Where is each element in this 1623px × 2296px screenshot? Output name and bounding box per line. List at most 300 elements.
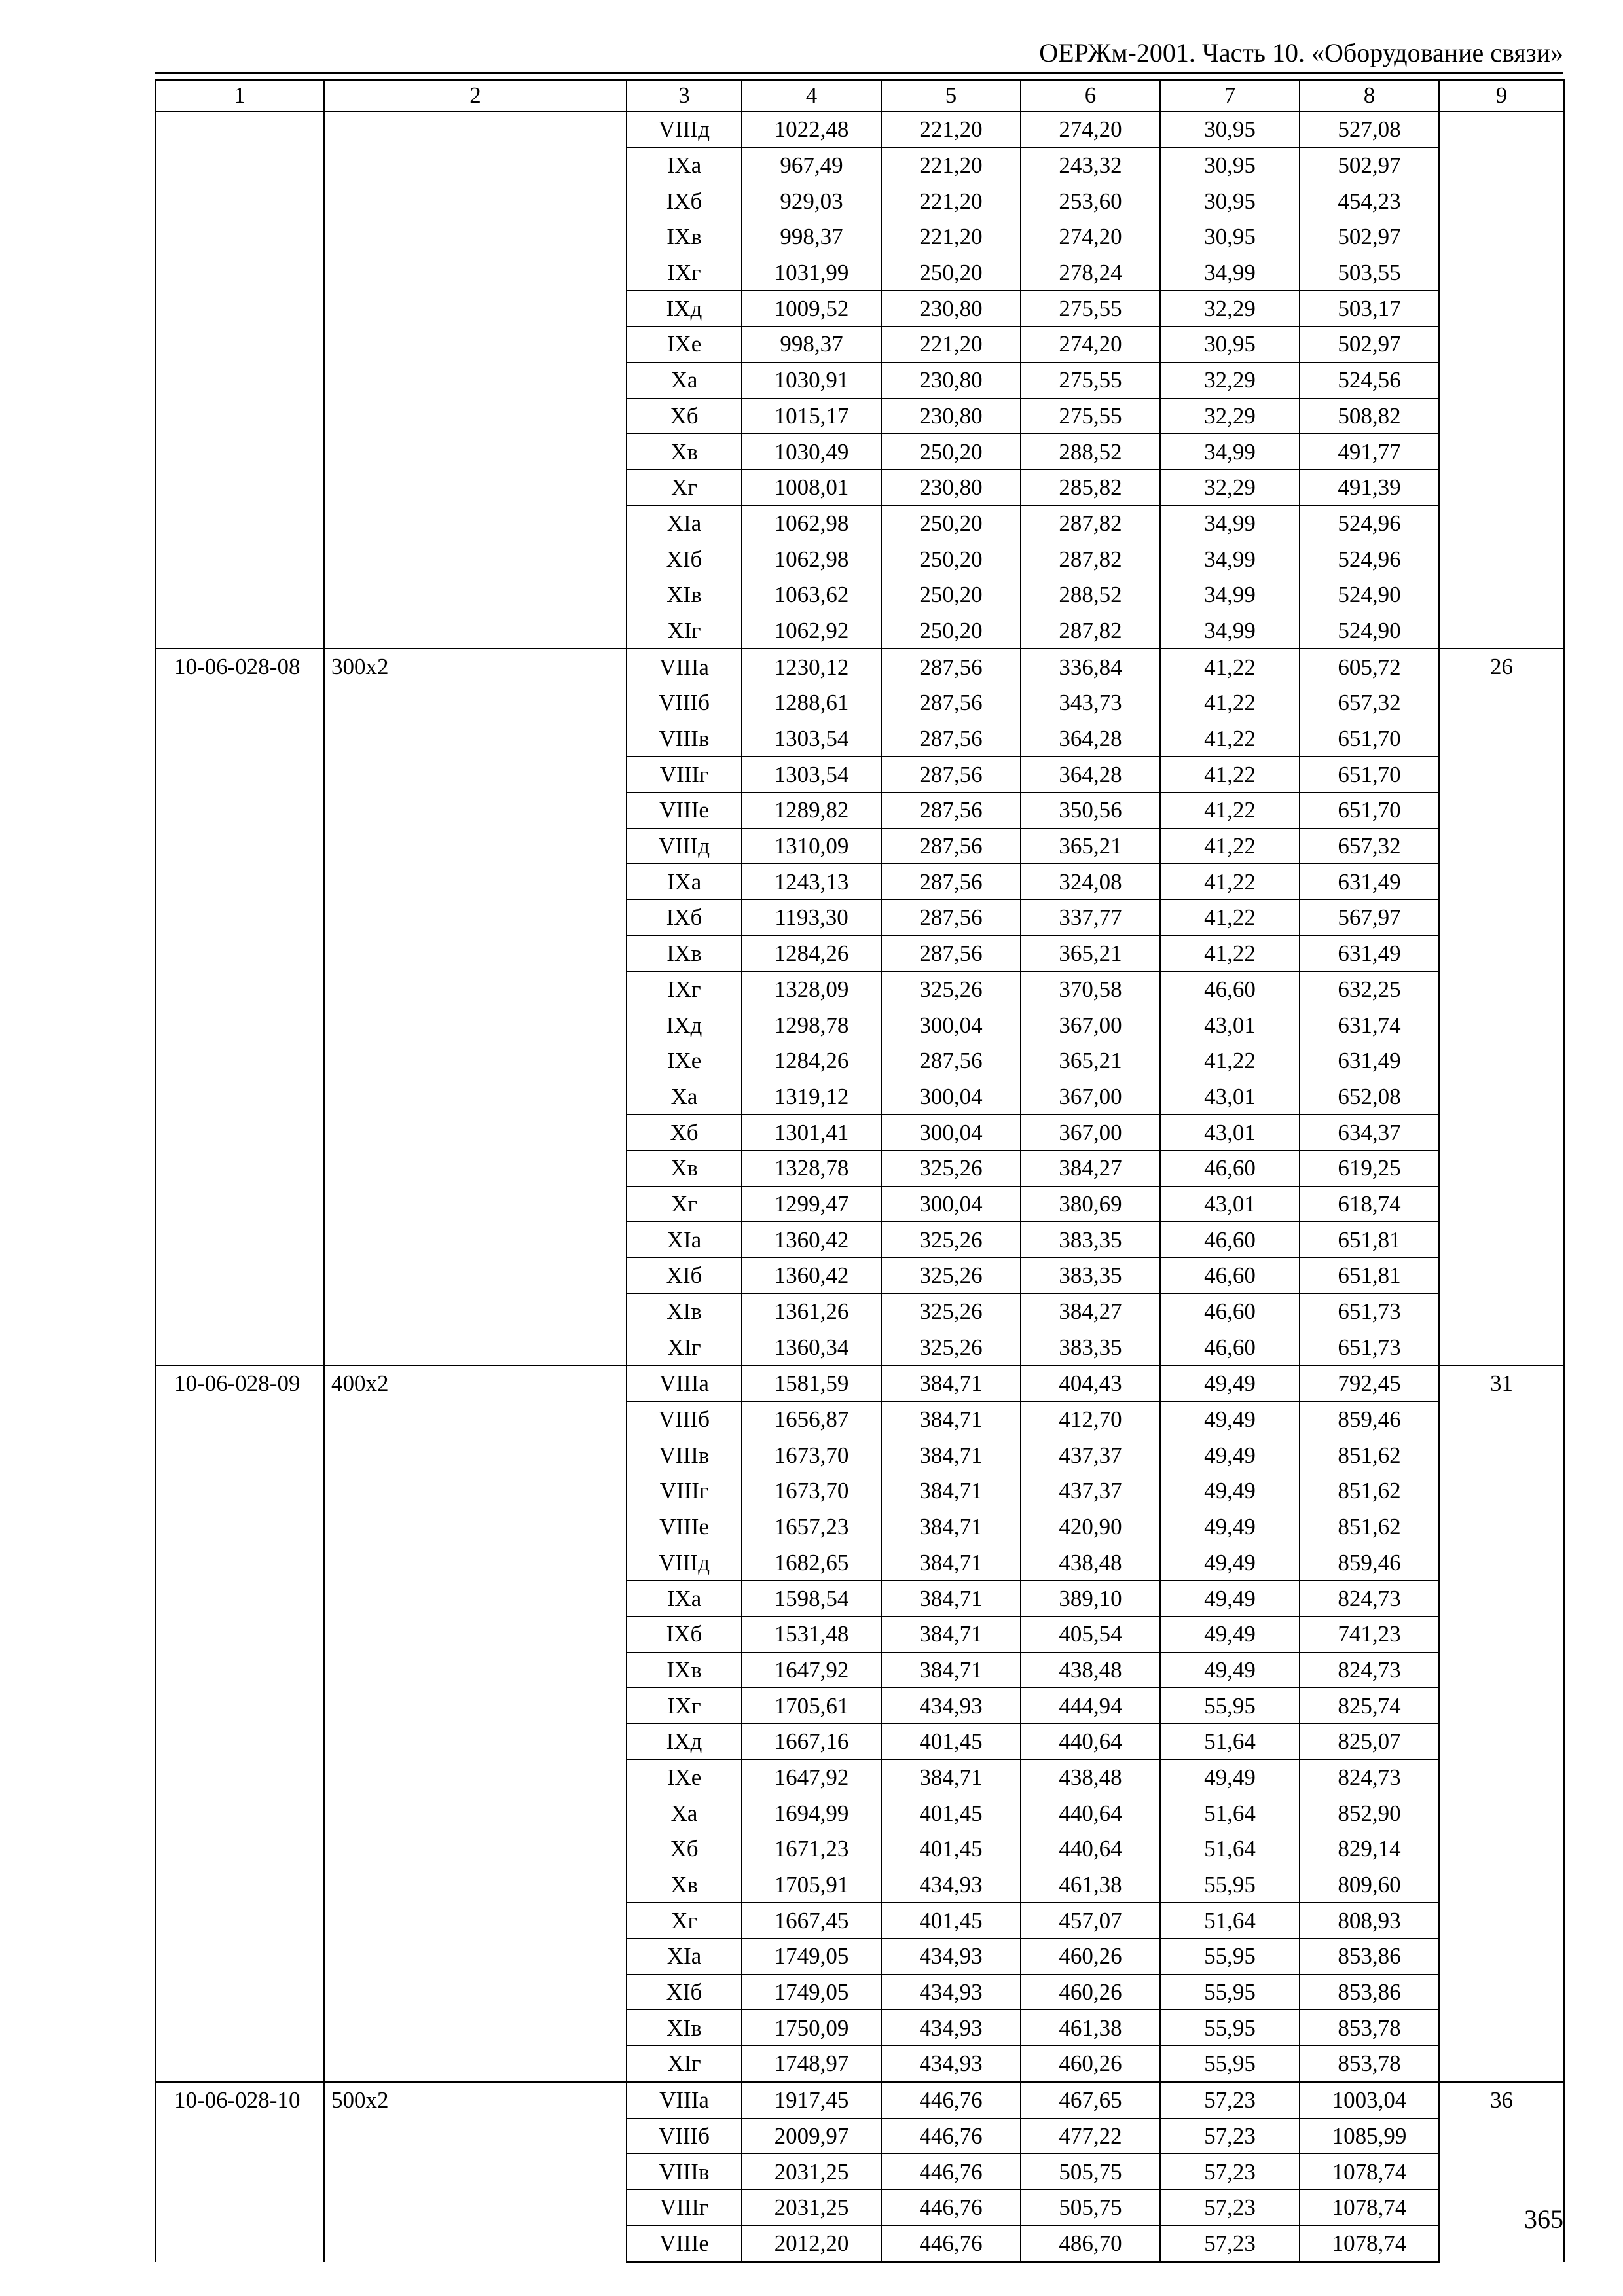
- zone-label: Xа: [627, 362, 742, 398]
- value-col4: 1748,97: [742, 2046, 881, 2082]
- value-col8: 824,73: [1300, 1652, 1439, 1688]
- value-col4: 1531,48: [742, 1616, 881, 1652]
- value-col5: 384,71: [881, 1545, 1021, 1581]
- value-col6: 278,24: [1021, 255, 1160, 291]
- value-col8: 527,08: [1300, 111, 1439, 147]
- value-col8: 634,37: [1300, 1115, 1439, 1151]
- rate-code: 10-06-028-09: [155, 1365, 324, 2082]
- value-col7: 34,99: [1160, 541, 1300, 577]
- zone-label: IXа: [627, 1581, 742, 1617]
- value-col6: 367,00: [1021, 1079, 1160, 1115]
- value-col7: 30,95: [1160, 219, 1300, 255]
- value-col8: 851,62: [1300, 1473, 1439, 1509]
- value-col6: 420,90: [1021, 1509, 1160, 1545]
- value-col8: 503,17: [1300, 291, 1439, 327]
- value-col8: 853,78: [1300, 2010, 1439, 2046]
- column-number: 7: [1160, 80, 1300, 111]
- value-col4: 1682,65: [742, 1545, 881, 1581]
- value-col6: 457,07: [1021, 1903, 1160, 1939]
- value-col6: 383,35: [1021, 1222, 1160, 1258]
- value-col6: 287,82: [1021, 613, 1160, 649]
- column-number: 9: [1439, 80, 1564, 111]
- zone-label: IXе: [627, 327, 742, 363]
- value-col5: 250,20: [881, 505, 1021, 541]
- value-col6: 444,94: [1021, 1688, 1160, 1724]
- value-col7: 41,22: [1160, 900, 1300, 936]
- zone-label: XIб: [627, 1974, 742, 2010]
- value-col5: 287,56: [881, 935, 1021, 971]
- value-col5: 221,20: [881, 327, 1021, 363]
- value-col5: 221,20: [881, 219, 1021, 255]
- zone-label: IXв: [627, 1652, 742, 1688]
- value-col5: 401,45: [881, 1831, 1021, 1867]
- value-col4: 1667,16: [742, 1723, 881, 1759]
- zone-label: XIб: [627, 1258, 742, 1294]
- value-col7: 32,29: [1160, 291, 1300, 327]
- value-col8: 651,81: [1300, 1258, 1439, 1294]
- column-number: 2: [324, 80, 627, 111]
- value-col4: 1303,54: [742, 721, 881, 757]
- zone-label: VIIIе: [627, 2225, 742, 2262]
- value-col5: 384,71: [881, 1401, 1021, 1437]
- value-col6: 350,56: [1021, 793, 1160, 829]
- zone-label: IXа: [627, 147, 742, 183]
- value-col7: 55,95: [1160, 1867, 1300, 1903]
- value-col5: 287,56: [881, 828, 1021, 864]
- value-col5: 446,76: [881, 2154, 1021, 2190]
- value-col4: 1230,12: [742, 649, 881, 685]
- value-col6: 383,35: [1021, 1258, 1160, 1294]
- value-col6: 253,60: [1021, 183, 1160, 219]
- value-col8: 632,25: [1300, 971, 1439, 1007]
- value-col4: 1647,92: [742, 1759, 881, 1795]
- value-col8: 651,70: [1300, 793, 1439, 829]
- value-col5: 434,93: [881, 1688, 1021, 1724]
- value-col6: 437,37: [1021, 1437, 1160, 1473]
- value-col4: 1008,01: [742, 469, 881, 505]
- value-col8: 809,60: [1300, 1867, 1439, 1903]
- rate-code: 10-06-028-08: [155, 649, 324, 1365]
- value-col5: 300,04: [881, 1079, 1021, 1115]
- zone-label: VIIIб: [627, 1401, 742, 1437]
- rate-code: 10-06-028-10: [155, 2082, 324, 2262]
- value-col7: 49,49: [1160, 1401, 1300, 1437]
- value-col4: 1328,78: [742, 1150, 881, 1186]
- value-col5: 221,20: [881, 147, 1021, 183]
- value-col6: 505,75: [1021, 2154, 1160, 2190]
- value-col4: 1288,61: [742, 685, 881, 721]
- value-col5: 384,71: [881, 1759, 1021, 1795]
- zone-label: XIа: [627, 1939, 742, 1975]
- cable-size: 400x2: [324, 1365, 627, 2082]
- value-col6: 460,26: [1021, 1974, 1160, 2010]
- zone-label: Xб: [627, 398, 742, 434]
- zone-label: IXд: [627, 1723, 742, 1759]
- value-col7: 55,95: [1160, 1939, 1300, 1975]
- zone-label: VIIIв: [627, 2154, 742, 2190]
- value-col5: 250,20: [881, 255, 1021, 291]
- value-col7: 51,64: [1160, 1795, 1300, 1831]
- page-number: 365: [1524, 2204, 1563, 2234]
- value-col7: 43,01: [1160, 1115, 1300, 1151]
- value-col7: 49,49: [1160, 1437, 1300, 1473]
- value-col6: 274,20: [1021, 327, 1160, 363]
- value-col8: 631,49: [1300, 935, 1439, 971]
- value-col7: 46,60: [1160, 1258, 1300, 1294]
- zone-label: IXг: [627, 1688, 742, 1724]
- zone-label: IXв: [627, 219, 742, 255]
- value-col7: 41,22: [1160, 721, 1300, 757]
- value-col4: 1030,91: [742, 362, 881, 398]
- value-col8: 741,23: [1300, 1616, 1439, 1652]
- value-col7: 41,22: [1160, 793, 1300, 829]
- value-col6: 389,10: [1021, 1581, 1160, 1617]
- value-col8: 619,25: [1300, 1150, 1439, 1186]
- value-col5: 325,26: [881, 971, 1021, 1007]
- zone-label: XIа: [627, 1222, 742, 1258]
- value-col5: 230,80: [881, 469, 1021, 505]
- value-col5: 287,56: [881, 685, 1021, 721]
- value-col8: 651,73: [1300, 1293, 1439, 1329]
- value-col5: 434,93: [881, 2046, 1021, 2082]
- value-col8: 824,73: [1300, 1581, 1439, 1617]
- value-col7: 43,01: [1160, 1079, 1300, 1115]
- zone-label: XIг: [627, 1329, 742, 1365]
- value-col6: 384,27: [1021, 1150, 1160, 1186]
- value-col8: 824,73: [1300, 1759, 1439, 1795]
- value-col8: 631,74: [1300, 1007, 1439, 1043]
- value-col9: 31: [1439, 1365, 1564, 2082]
- value-col5: 434,93: [881, 1867, 1021, 1903]
- value-col8: 605,72: [1300, 649, 1439, 685]
- zone-label: XIв: [627, 1293, 742, 1329]
- value-col4: 1015,17: [742, 398, 881, 434]
- value-col8: 1078,74: [1300, 2225, 1439, 2262]
- value-col5: 230,80: [881, 398, 1021, 434]
- zone-label: IXд: [627, 291, 742, 327]
- zone-label: IXг: [627, 255, 742, 291]
- value-col5: 325,26: [881, 1150, 1021, 1186]
- value-col8: 503,55: [1300, 255, 1439, 291]
- value-col4: 2031,25: [742, 2189, 881, 2225]
- value-col6: 287,82: [1021, 505, 1160, 541]
- value-col7: 34,99: [1160, 613, 1300, 649]
- zone-label: Xв: [627, 1867, 742, 1903]
- zone-label: XIг: [627, 2046, 742, 2082]
- value-col8: 631,49: [1300, 1043, 1439, 1079]
- value-col6: 243,32: [1021, 147, 1160, 183]
- value-col7: 49,49: [1160, 1616, 1300, 1652]
- value-col7: 49,49: [1160, 1759, 1300, 1795]
- value-col5: 384,71: [881, 1581, 1021, 1617]
- value-col6: 460,26: [1021, 2046, 1160, 2082]
- column-number: 6: [1021, 80, 1160, 111]
- zone-label: VIIIг: [627, 757, 742, 793]
- value-col5: 325,26: [881, 1258, 1021, 1294]
- value-col6: 343,73: [1021, 685, 1160, 721]
- value-col6: 405,54: [1021, 1616, 1160, 1652]
- value-col9: [1439, 111, 1564, 649]
- value-col6: 440,64: [1021, 1831, 1160, 1867]
- value-col7: 41,22: [1160, 649, 1300, 685]
- value-col4: 1673,70: [742, 1473, 881, 1509]
- value-col5: 250,20: [881, 613, 1021, 649]
- value-col4: 998,37: [742, 327, 881, 363]
- value-col7: 57,23: [1160, 2225, 1300, 2262]
- column-number: 3: [627, 80, 742, 111]
- zone-label: VIIIа: [627, 2082, 742, 2118]
- zone-label: VIIIв: [627, 721, 742, 757]
- value-col7: 51,64: [1160, 1831, 1300, 1867]
- value-col6: 275,55: [1021, 398, 1160, 434]
- value-col4: 2012,20: [742, 2225, 881, 2262]
- value-col5: 446,76: [881, 2225, 1021, 2262]
- value-col7: 46,60: [1160, 971, 1300, 1007]
- value-col4: 1667,45: [742, 1903, 881, 1939]
- value-col8: 1078,74: [1300, 2154, 1439, 2190]
- rates-table: [155, 79, 1565, 2263]
- zone-label: Xа: [627, 1079, 742, 1115]
- value-col8: 851,62: [1300, 1509, 1439, 1545]
- value-col6: 365,21: [1021, 1043, 1160, 1079]
- value-col8: 651,70: [1300, 757, 1439, 793]
- value-col7: 46,60: [1160, 1222, 1300, 1258]
- value-col4: 1319,12: [742, 1079, 881, 1115]
- value-col8: 792,45: [1300, 1365, 1439, 1401]
- value-col6: 460,26: [1021, 1939, 1160, 1975]
- running-header: ОЕРЖм-2001. Часть 10. «Оборудование связи»: [1039, 38, 1563, 67]
- value-col6: 404,43: [1021, 1365, 1160, 1401]
- table-body: [155, 80, 1564, 2262]
- column-number: 5: [881, 80, 1021, 111]
- value-col8: 808,93: [1300, 1903, 1439, 1939]
- value-col8: 502,97: [1300, 219, 1439, 255]
- value-col4: 1360,42: [742, 1222, 881, 1258]
- value-col7: 41,22: [1160, 757, 1300, 793]
- value-col6: 337,77: [1021, 900, 1160, 936]
- value-col9: 36: [1439, 2082, 1564, 2262]
- value-col4: 1328,09: [742, 971, 881, 1007]
- value-col6: 287,82: [1021, 541, 1160, 577]
- value-col5: 384,71: [881, 1509, 1021, 1545]
- value-col4: 2031,25: [742, 2154, 881, 2190]
- value-col7: 30,95: [1160, 111, 1300, 147]
- value-col6: 324,08: [1021, 864, 1160, 900]
- value-col7: 30,95: [1160, 147, 1300, 183]
- value-col7: 55,95: [1160, 1974, 1300, 2010]
- value-col5: 434,93: [881, 1939, 1021, 1975]
- table-row: [155, 111, 1564, 147]
- zone-label: VIIIе: [627, 793, 742, 829]
- zone-label: VIIIд: [627, 1545, 742, 1581]
- value-col8: 1003,04: [1300, 2082, 1439, 2118]
- value-col4: 1009,52: [742, 291, 881, 327]
- value-col4: 1063,62: [742, 577, 881, 613]
- value-col8: 524,56: [1300, 362, 1439, 398]
- value-col7: 57,23: [1160, 2154, 1300, 2190]
- rate-code: [155, 111, 324, 649]
- zone-label: VIIIа: [627, 649, 742, 685]
- value-col4: 1030,49: [742, 434, 881, 470]
- value-col8: 524,96: [1300, 505, 1439, 541]
- value-col7: 51,64: [1160, 1903, 1300, 1939]
- value-col5: 401,45: [881, 1903, 1021, 1939]
- value-col4: 1303,54: [742, 757, 881, 793]
- value-col4: 1705,61: [742, 1688, 881, 1724]
- value-col5: 401,45: [881, 1795, 1021, 1831]
- value-col6: 288,52: [1021, 577, 1160, 613]
- value-col7: 55,95: [1160, 2010, 1300, 2046]
- value-col4: 998,37: [742, 219, 881, 255]
- value-col5: 230,80: [881, 362, 1021, 398]
- value-col8: 825,07: [1300, 1723, 1439, 1759]
- value-col5: 434,93: [881, 2010, 1021, 2046]
- zone-label: IXб: [627, 1616, 742, 1652]
- value-col7: 34,99: [1160, 577, 1300, 613]
- value-col7: 34,99: [1160, 434, 1300, 470]
- value-col6: 438,48: [1021, 1545, 1160, 1581]
- value-col8: 851,62: [1300, 1437, 1439, 1473]
- value-col4: 1361,26: [742, 1293, 881, 1329]
- value-col4: 1062,98: [742, 505, 881, 541]
- zone-label: Xг: [627, 469, 742, 505]
- zone-label: Xб: [627, 1115, 742, 1151]
- value-col4: 1581,59: [742, 1365, 881, 1401]
- value-col5: 250,20: [881, 541, 1021, 577]
- value-col7: 46,60: [1160, 1293, 1300, 1329]
- value-col8: 618,74: [1300, 1186, 1439, 1222]
- value-col5: 221,20: [881, 111, 1021, 147]
- value-col4: 1647,92: [742, 1652, 881, 1688]
- value-col7: 41,22: [1160, 828, 1300, 864]
- zone-label: IXб: [627, 183, 742, 219]
- value-col7: 32,29: [1160, 469, 1300, 505]
- value-col5: 384,71: [881, 1365, 1021, 1401]
- value-col7: 55,95: [1160, 2046, 1300, 2082]
- zone-label: Xа: [627, 1795, 742, 1831]
- value-col8: 502,97: [1300, 327, 1439, 363]
- value-col4: 1022,48: [742, 111, 881, 147]
- value-col6: 336,84: [1021, 649, 1160, 685]
- value-col7: 49,49: [1160, 1365, 1300, 1401]
- value-col8: 567,97: [1300, 900, 1439, 936]
- zone-label: Xв: [627, 434, 742, 470]
- value-col8: 853,78: [1300, 2046, 1439, 2082]
- value-col4: 1673,70: [742, 1437, 881, 1473]
- value-col5: 287,56: [881, 649, 1021, 685]
- value-col8: 859,46: [1300, 1401, 1439, 1437]
- value-col8: 859,46: [1300, 1545, 1439, 1581]
- value-col7: 32,29: [1160, 398, 1300, 434]
- value-col7: 30,95: [1160, 327, 1300, 363]
- value-col4: 1301,41: [742, 1115, 881, 1151]
- header-rule: [155, 72, 1563, 74]
- value-col5: 300,04: [881, 1115, 1021, 1151]
- value-col6: 367,00: [1021, 1007, 1160, 1043]
- zone-label: VIIIв: [627, 1437, 742, 1473]
- value-col4: 2009,97: [742, 2118, 881, 2154]
- value-col6: 364,28: [1021, 757, 1160, 793]
- value-col7: 46,60: [1160, 1150, 1300, 1186]
- value-col8: 852,90: [1300, 1795, 1439, 1831]
- value-col4: 1598,54: [742, 1581, 881, 1617]
- value-col6: 440,64: [1021, 1723, 1160, 1759]
- value-col6: 486,70: [1021, 2225, 1160, 2262]
- value-col7: 49,49: [1160, 1545, 1300, 1581]
- value-col4: 1749,05: [742, 1939, 881, 1975]
- value-col4: 1062,92: [742, 613, 881, 649]
- value-col6: 412,70: [1021, 1401, 1160, 1437]
- value-col4: 1360,42: [742, 1258, 881, 1294]
- zone-label: IXг: [627, 971, 742, 1007]
- value-col5: 230,80: [881, 291, 1021, 327]
- value-col5: 446,76: [881, 2082, 1021, 2118]
- zone-label: XIб: [627, 541, 742, 577]
- value-col8: 651,70: [1300, 721, 1439, 757]
- value-col5: 384,71: [881, 1473, 1021, 1509]
- zone-label: IXе: [627, 1759, 742, 1795]
- value-col6: 365,21: [1021, 935, 1160, 971]
- zone-label: VIIIг: [627, 1473, 742, 1509]
- value-col4: 1657,23: [742, 1509, 881, 1545]
- column-number: 1: [155, 80, 324, 111]
- zone-label: IXа: [627, 864, 742, 900]
- value-col8: 1085,99: [1300, 2118, 1439, 2154]
- value-col5: 287,56: [881, 721, 1021, 757]
- value-col7: 43,01: [1160, 1007, 1300, 1043]
- zone-label: Xв: [627, 1150, 742, 1186]
- value-col4: 1310,09: [742, 828, 881, 864]
- value-col7: 55,95: [1160, 1688, 1300, 1724]
- value-col4: 1031,99: [742, 255, 881, 291]
- value-col7: 51,64: [1160, 1723, 1300, 1759]
- value-col4: 1705,91: [742, 1867, 881, 1903]
- value-col4: 1749,05: [742, 1974, 881, 2010]
- value-col8: 502,97: [1300, 147, 1439, 183]
- zone-label: IXб: [627, 900, 742, 936]
- value-col7: 41,22: [1160, 685, 1300, 721]
- value-col6: 367,00: [1021, 1115, 1160, 1151]
- zone-label: Xб: [627, 1831, 742, 1867]
- zone-label: IXе: [627, 1043, 742, 1079]
- value-col8: 652,08: [1300, 1079, 1439, 1115]
- value-col7: 49,49: [1160, 1581, 1300, 1617]
- value-col7: 41,22: [1160, 935, 1300, 971]
- value-col6: 285,82: [1021, 469, 1160, 505]
- value-col5: 446,76: [881, 2189, 1021, 2225]
- value-col8: 853,86: [1300, 1939, 1439, 1975]
- value-col8: 631,49: [1300, 864, 1439, 900]
- value-col4: 1750,09: [742, 2010, 881, 2046]
- value-col5: 221,20: [881, 183, 1021, 219]
- value-col5: 325,26: [881, 1329, 1021, 1365]
- cable-size: [324, 111, 627, 649]
- value-col4: 1360,34: [742, 1329, 881, 1365]
- value-col4: 1062,98: [742, 541, 881, 577]
- zone-label: Xг: [627, 1186, 742, 1222]
- table-row: [155, 649, 1564, 685]
- value-col7: 49,49: [1160, 1473, 1300, 1509]
- value-col8: 524,90: [1300, 613, 1439, 649]
- value-col7: 57,23: [1160, 2118, 1300, 2154]
- zone-label: IXв: [627, 935, 742, 971]
- value-col5: 446,76: [881, 2118, 1021, 2154]
- value-col9: 26: [1439, 649, 1564, 1365]
- value-col8: 1078,74: [1300, 2189, 1439, 2225]
- value-col6: 461,38: [1021, 2010, 1160, 2046]
- value-col5: 300,04: [881, 1186, 1021, 1222]
- zone-label: VIIIг: [627, 2189, 742, 2225]
